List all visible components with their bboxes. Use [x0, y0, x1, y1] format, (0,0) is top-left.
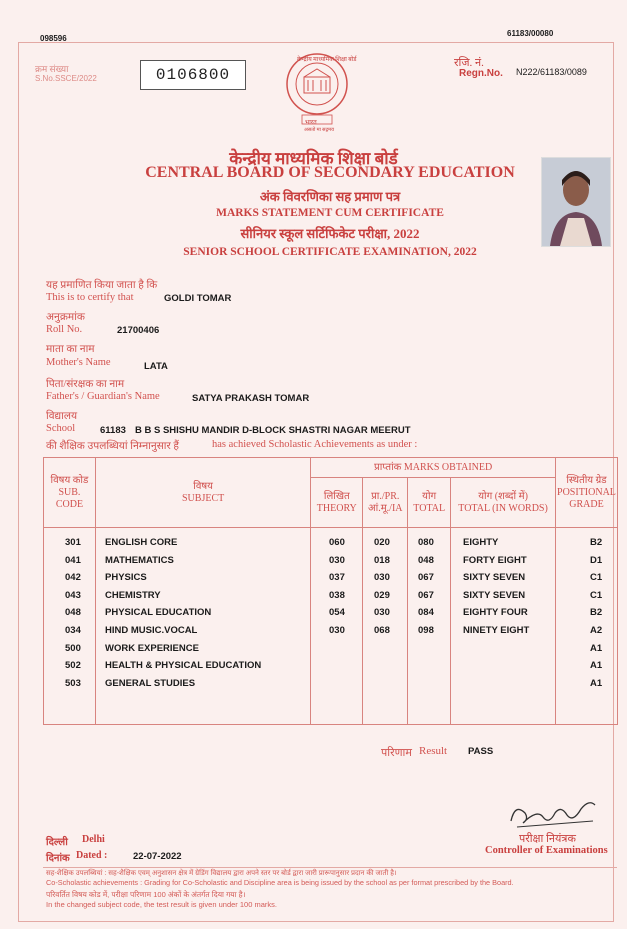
cell-code: 503 [65, 677, 81, 689]
mother-label-en: Mother's Name [46, 357, 111, 368]
header-pr-en: आं.मू./IA [367, 502, 403, 514]
doc-title-hi: अंक विवरणिका सह प्रमाण पत्र [259, 189, 401, 204]
school-code: 61183 [100, 425, 126, 436]
school-label-hi: विद्यालय [46, 411, 78, 422]
sr-no-value: 0106800 [140, 60, 246, 90]
certify-label-hi: यह प्रमाणित किया जाता है कि [46, 280, 158, 291]
serial-top-left: 098596 [40, 34, 67, 43]
cell-subject: PHYSICAL EDUCATION [105, 607, 212, 619]
cell-total: 084 [418, 607, 434, 619]
result-label-en: Result [419, 745, 448, 757]
cell-words: SIXTY SEVEN [463, 572, 526, 584]
header-practical [363, 478, 408, 528]
cell-code: 034 [65, 625, 81, 636]
cell-pr: 030 [374, 572, 390, 584]
place-label-hi: दिल्ली [46, 837, 68, 848]
header-total [408, 478, 451, 528]
school-name: B B S SHISHU MANDIR D-BLOCK SHASTRI NAGAR MEERUT [135, 425, 411, 436]
header-subject-hi: विषय [193, 480, 213, 492]
cell-code: 041 [65, 554, 81, 566]
sr-no-label-hi: क्रम संख्या [35, 64, 69, 74]
cell-theory: 030 [329, 625, 345, 636]
roll-number: 21700406 [117, 325, 160, 336]
cell-total: 098 [418, 625, 434, 636]
header-words-en: TOTAL (IN WORDS) [458, 502, 548, 514]
seal-motto: असतो मा सद्गमय [304, 128, 335, 133]
regn-label-en: Regn.No. [459, 68, 503, 79]
cell-pr: 030 [374, 607, 390, 619]
cell-subject: GENERAL STUDIES [105, 677, 196, 689]
cell-code: 048 [65, 607, 81, 619]
cell-total: 048 [418, 554, 434, 566]
father-label-hi: पिता/संरक्षक का नाम [46, 379, 125, 390]
cell-grade: B2 [590, 537, 603, 548]
seal-bottom-text: भारत [305, 120, 317, 126]
cbse-seal-icon [284, 51, 350, 135]
cell-subject: HIND MUSIC.VOCAL [105, 625, 198, 636]
cell-code: 042 [65, 572, 81, 584]
result-label-hi: परिणाम [381, 747, 412, 759]
serial-top-right: 61183/00080 [507, 29, 554, 38]
cell-subject: PHYSICS [105, 572, 147, 584]
cell-total: 067 [418, 572, 434, 584]
roll-label-hi: अनुक्रमांक [46, 312, 85, 323]
cell-total: 080 [418, 537, 434, 548]
cell-words: SIXTY SEVEN [463, 589, 526, 601]
header-theory-en: THEORY [316, 502, 357, 514]
header-marks-en: MARKS OBTAINED [403, 461, 493, 473]
cell-code: 502 [65, 660, 81, 672]
cell-total: 067 [418, 589, 434, 601]
cell-grade: A1 [590, 660, 603, 672]
achieved-label-en: has achieved Scholastic Achievements as under : [212, 439, 418, 450]
header-pr-hi: प्रा./PR. [371, 490, 400, 502]
header-theory [311, 478, 363, 528]
mother-label-hi: माता का नाम [46, 344, 95, 355]
header-marks-obtained [311, 458, 556, 478]
date-label-en: Dated : [76, 850, 108, 861]
cell-grade: A1 [590, 677, 603, 689]
cell-grade: C1 [590, 572, 603, 584]
cell-grade: A1 [590, 642, 603, 654]
footnote-2: Co-Scholastic achievements : Grading for Co-Scholastic and Discipline area is being issued by the school as per format prescribed by the Board. [46, 878, 514, 887]
header-sub-code-hi: विषय कोड [50, 474, 89, 486]
date-value: 22-07-2022 [133, 851, 182, 862]
cell-subject: HEALTH & PHYSICAL EDUCATION [105, 660, 262, 672]
header-sub-code-en2: CODE [55, 498, 84, 510]
header-marks-hi: प्राप्तांक [374, 461, 402, 473]
header-words-hi: योग (शब्दों में) [478, 490, 528, 502]
place-label-en: Delhi [82, 834, 105, 845]
cell-code: 500 [65, 642, 81, 654]
header-grade [555, 458, 617, 528]
cell-pr: 018 [374, 554, 390, 566]
achieved-label-hi: की शैक्षिक उपलब्धियां निम्नानुसार हैं [46, 441, 180, 452]
header-subject [95, 458, 310, 528]
cell-grade: C1 [590, 589, 603, 601]
header-sub-code [44, 458, 96, 528]
cell-code: 043 [65, 589, 81, 601]
date-label-hi: दिनांक [46, 853, 70, 864]
cell-pr: 029 [374, 589, 390, 601]
cell-grade: B2 [590, 607, 603, 619]
cell-pr: 068 [374, 625, 390, 636]
cell-subject: CHEMISTRY [105, 589, 161, 601]
mother-name: LATA [144, 361, 168, 372]
cell-theory: 030 [329, 554, 345, 566]
doc-title-en: MARKS STATEMENT CUM CERTIFICATE [216, 207, 444, 219]
cell-words: EIGHTY [463, 537, 499, 548]
certify-label-en: This is to certify that [46, 292, 134, 303]
cell-words: FORTY EIGHT [463, 554, 527, 566]
header-total-words [451, 478, 556, 528]
cell-grade: D1 [590, 554, 603, 566]
header-sub-code-en1: SUB. [58, 486, 81, 498]
cell-grade: A2 [590, 625, 603, 636]
cell-subject: ENGLISH CORE [105, 537, 178, 548]
regn-value: N222/61183/0089 [516, 67, 587, 77]
cell-subject: MATHEMATICS [105, 554, 174, 566]
student-name: GOLDI TOMAR [164, 293, 232, 304]
sr-no-label-en: S.No.SSCE/2022 [35, 74, 97, 83]
footer-divider [43, 867, 617, 868]
regn-label-hi: रजि. नं. [454, 57, 484, 69]
cell-words: NINETY EIGHT [463, 625, 530, 636]
footnote-1: सह-शैक्षिक उपलब्धियां : सह-शैक्षिक एवम् अनुशासन क्षेत्र में ग्रेडिंग विद्यालय द्वारा अपने स्तर पर बोर्ड द्वारा जारी प्रारूपानुसार प्रदान की जाती है। [46, 870, 397, 877]
seal-top-text: केन्द्रीय माध्यमिक शिक्षा बोर्ड [297, 57, 357, 63]
header-subject-en: SUBJECT [181, 492, 225, 504]
board-title-hi: केन्द्रीय माध्यमिक शिक्षा बोर्ड [229, 149, 398, 168]
cell-theory: 038 [329, 589, 345, 601]
student-photo [541, 157, 611, 247]
header-total-en: TOTAL [413, 502, 446, 514]
footnote-3: परिवर्तित विषय कोड में, परीक्षा परिणाम 100 अंकों के अंतर्गत दिया गया है। [46, 890, 246, 899]
header-grade-en2: GRADE [569, 498, 604, 510]
cell-theory: 060 [329, 537, 345, 548]
header-theory-hi: लिखित [323, 490, 350, 502]
cell-subject: WORK EXPERIENCE [105, 642, 199, 654]
father-label-en: Father's / Guardian's Name [46, 391, 160, 402]
cell-words: EIGHTY FOUR [463, 607, 528, 619]
exam-title-en: SENIOR SCHOOL CERTIFICATE EXAMINATION, 2022 [183, 246, 477, 258]
cell-pr: 020 [374, 537, 390, 548]
footnote-4: In the changed subject code, the test result is given under 100 marks. [46, 900, 277, 909]
header-grade-hi: स्थितीय ग्रेड [566, 474, 607, 486]
exam-title-hi: सीनियर स्कूल सर्टिफिकेट परीक्षा, 2022 [240, 226, 420, 241]
controller-label-hi: परीक्षा नियंत्रक [519, 833, 576, 845]
board-title-en: CENTRAL BOARD OF SECONDARY EDUCATION [145, 164, 515, 181]
cell-theory: 054 [329, 607, 345, 619]
result-value: PASS [468, 746, 494, 757]
father-name: SATYA PRAKASH TOMAR [192, 393, 310, 404]
controller-label-en: Controller of Examinations [485, 845, 608, 856]
header-total-hi: योग [422, 490, 437, 502]
roll-label-en: Roll No. [46, 324, 83, 335]
cell-code: 301 [65, 537, 81, 548]
school-label-en: School [46, 423, 76, 434]
header-grade-en1: POSITIONAL [557, 486, 616, 498]
cell-theory: 037 [329, 572, 345, 584]
